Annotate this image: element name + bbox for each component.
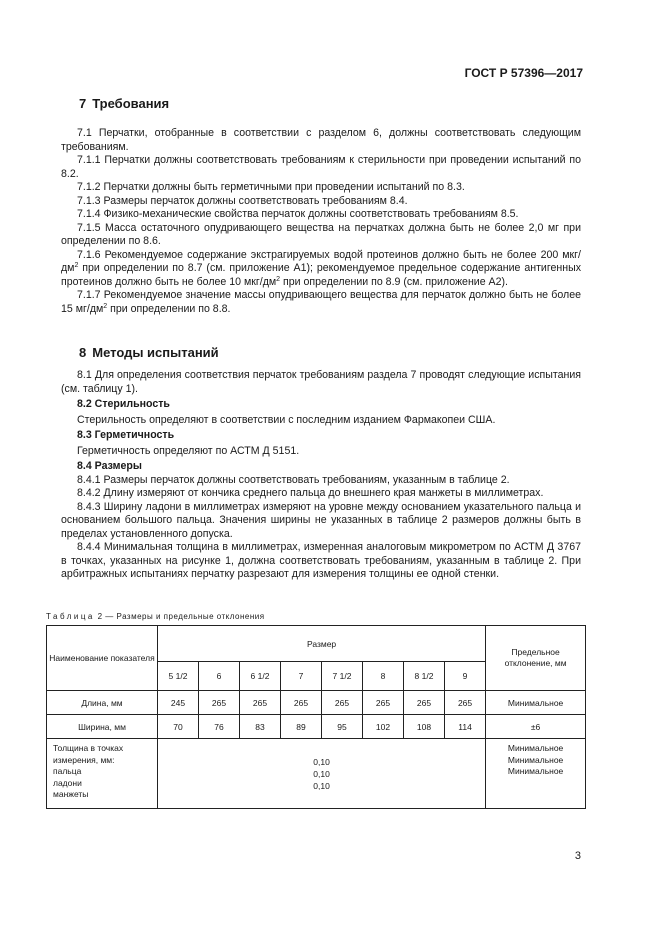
thickness-value-finger: 0,10 [313,756,330,767]
row-label-length: Длина, мм [47,691,158,715]
header-indicator-name: Наименование показателя [47,626,158,691]
width-limit: ±6 [486,715,586,739]
text-fragment: при определении по 8.7 (см. приложение А1); рекомендуемое предельное содержание антигенных протеинов должно быть не более 10 мкг/дм [61,262,581,288]
paragraph-8-2: Стерильность определяют в соответствии с последним изданием Фармакопеи США. [77,413,496,426]
thickness-point-cuff: манжеты [53,789,89,799]
thickness-point-finger: пальца [53,766,82,776]
text-fragment: 7.1.7 Рекомендуемое значение массы опудривающего вещества для перчаток должно быть не более 15 мг/дм [61,289,581,315]
table-cell: 102 [363,715,404,739]
table-cell: 265 [445,691,486,715]
thickness-values [158,739,486,809]
section-8-title [79,345,219,360]
table-caption [46,612,265,621]
paragraph-7-1-7 [61,289,581,316]
thickness-limits [486,739,586,809]
thickness-label: Толщина в точках измерения, мм: [53,743,124,765]
table-row-thickness [47,739,586,809]
table-cell: 265 [404,691,445,715]
section-8-body [61,369,581,582]
paragraph-8-4-4: 8.4.4 Минимальная толщина в миллиметрах, измеренная аналоговым микрометром по АСТМ Д 3767 в точках, указанных на рисунке 1, должна соответствовать требованиям, указанным в таблице 2. При арбитражных испытаниях перчатку разрезают для измерения толщины ее одной стенки. [61,541,581,580]
superscript: 2 [103,302,108,310]
paragraph-7-1-1: 7.1.1 Перчатки должны соответствовать требованиям к стерильности при проведении испытаний по 8.2. [61,154,581,180]
table-cell: 114 [445,715,486,739]
page-number: 3 [574,850,581,862]
heading-8-4: 8.4 Размеры [77,460,142,472]
table-cell: 76 [199,715,240,739]
table-caption-text: 2 — Размеры и предельные отклонения [97,612,265,621]
section-8-title-text: Методы испытаний [92,345,219,360]
thickness-value-cuff: 0,10 [313,780,330,791]
table-cell: 265 [322,691,363,715]
size-header: 7 [281,662,322,691]
size-header: 8 [363,662,404,691]
text-fragment: при определении по 8.9 (см. приложение А2). [280,275,508,288]
table-cell: 245 [158,691,199,715]
section-7-body [61,127,581,316]
thickness-limit-cuff: Минимальное [507,766,564,776]
size-header: 5 1/2 [158,662,199,691]
table-cell: 95 [322,715,363,739]
size-header: 6 [199,662,240,691]
size-header: 9 [445,662,486,691]
thickness-point-palm: ладони [53,777,82,788]
paragraph-7-1-5: 7.1.5 Масса остаточного опудривающего вещества на перчатках должна быть не более 2,0 мг при определении по 8.6. [61,221,581,247]
table-cell: 89 [281,715,322,739]
length-limit: Минимальное [486,691,586,715]
text-fragment: при определении по 8.8. [107,302,231,315]
document-number: ГОСТ Р 57396—2017 [464,66,583,80]
table-caption-word: Таблица [46,612,95,621]
paragraph-8-4-3: 8.4.3 Ширину ладони в миллиметрах измеряют на уровне между основанием указательного пальца и основанием большого пальца. Значения ширины не указанных в таблице 2 размеров должны быть в пределах установленного допуска. [61,500,581,540]
paragraph-8-4-2: 8.4.2 Длину измеряют от кончика среднего пальца до внешнего края манжеты в миллиметрах. [77,487,544,499]
table-cell: 83 [240,715,281,739]
table-cell: 265 [363,691,404,715]
size-header: 8 1/2 [404,662,445,691]
thickness-value-palm: 0,10 [313,768,330,779]
paragraph-7-1-4: 7.1.4 Физико-механические свойства перчаток должны соответствовать требованиям 8.5. [77,208,519,220]
paragraph-7-1-2: 7.1.2 Перчатки должны быть герметичными при проведении испытаний по 8.3. [77,181,465,193]
header-limit: Предельное отклонение, мм [486,626,586,691]
paragraph-8-1: 8.1 Для определения соответствия перчаток требованиям раздела 7 проводят следующие испытания (см. таблицу 1). [61,369,581,395]
paragraph-7-1-3: 7.1.3 Размеры перчаток должны соответствовать требованиям 8.4. [77,194,408,207]
paragraph-7-1-6 [61,249,581,290]
section-7-title-text: Требования [92,96,170,111]
sizes-table [46,625,586,809]
section-7-title [79,96,169,111]
table-cell: 108 [404,715,445,739]
heading-8-3: 8.3 Герметичность [77,429,175,441]
heading-8-2: 8.2 Стерильность [77,398,170,410]
row-label-thickness [47,739,158,809]
section-8-number: 8 [79,345,87,360]
section-7-number: 7 [79,96,87,111]
superscript: 2 [74,262,79,269]
paragraph-7-1: 7.1 Перчатки, отобранные в соответствии с разделом 6, должны соответствовать следующим требованиям. [61,127,581,153]
table-cell: 265 [281,691,322,715]
size-header: 7 1/2 [322,662,363,691]
paragraph-8-3: Герметичность определяют по АСТМ Д 5151. [77,444,300,457]
superscript: 2 [276,275,281,283]
thickness-limit-palm: Минимальное [507,754,564,765]
header-size: Размер [158,626,486,662]
row-label-width: Ширина, мм [47,715,158,739]
table-cell: 265 [240,691,281,715]
paragraph-8-4-1: 8.4.1 Размеры перчаток должны соответствовать требованиям, указанным в таблице 2. [77,473,510,486]
table-row-length [47,691,586,715]
table-row-width [47,715,586,739]
size-header: 6 1/2 [240,662,281,691]
thickness-limit-finger: Минимальное [507,743,564,753]
text-fragment: 7.1.6 Рекомендуемое содержание экстрагируемых водой протеинов должно быть не более 200 мкг/дм [61,248,581,274]
table-cell: 70 [158,715,199,739]
table-cell: 265 [199,691,240,715]
